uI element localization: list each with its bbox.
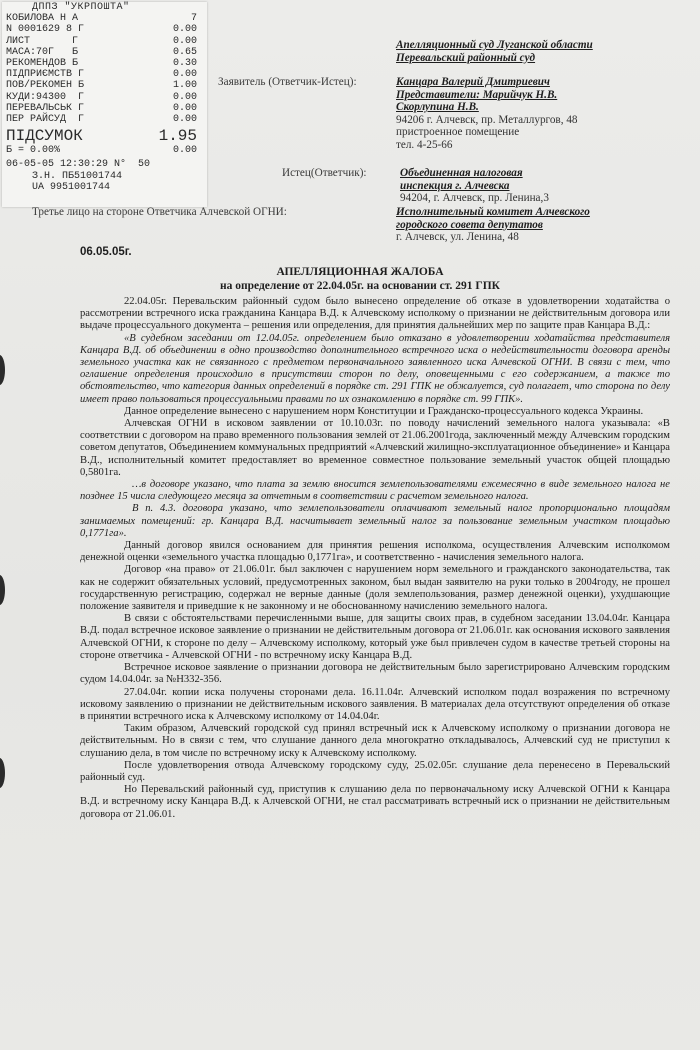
body-paragraph: Алчевская ОГНИ в исковом заявлении от 10.10.03г. по поводу начислений земельного налога указывала: «В соответствии с договором на право временного пользования землей от 21.06.2001года, заключенный между Алчевским городским советом депутатов, Объединением коммунальных предприятий «Алчевский жилищно-эксплуатационное объединение» и Канцара В.Д., исполнительный комитет предоставляет во временное совместное пользование земельный участок общей площадью 0,5801га. <box>80 418 670 478</box>
receipt-line-item: ПЕРЕВАЛЬСЬК Г <box>6 102 85 114</box>
body-paragraph: В связи с обстоятельствами перечисленными выше, для защиты своих прав, в судебном заседании 13.04.04г. Канцара В.Д. подал встречное исковое заявление о признании не действительным договора от 21.06.01г. как основания искового заявления Алчевской ОГНИ, к стороне по делу – Алчевскому исполкому, который уже был привлечен судом в качестве третьей стороны на стороне ответчика - Алчевской ОГНИ - по встречному иску Канцара В.Д. <box>80 613 670 661</box>
receipt-vat: Б = 0.00% <box>6 145 61 157</box>
applicant-name: Канцара Валерий Дмитриевич <box>396 76 550 88</box>
receipt-line-amount: 0.00 <box>172 35 197 47</box>
receipt-line-amount: 0.00 <box>172 24 197 36</box>
plaintiff-label: Истец(Ответчик): <box>282 167 367 179</box>
body-paragraph: После удовлетворения отвода Алчевскому городскому суду, 25.02.05г. слушание дела перенесено в Перевальский районный суд. <box>80 759 670 783</box>
receipt-line-item: РЕКОМЕНДОВ Б <box>6 58 79 70</box>
court-line2: Перевальский районный суд <box>396 51 536 64</box>
receipt-line <box>2 80 207 91</box>
receipt-line-amount: 0.30 <box>172 58 197 70</box>
receipt-total <box>2 125 207 145</box>
representatives: Представители: Марийчук Н.В. <box>396 88 558 101</box>
plaintiff-block <box>400 167 549 205</box>
receipt-line <box>2 24 207 35</box>
third-party-name1: Исполнительный комитет Алчевского <box>396 206 590 218</box>
applicant-block <box>396 76 578 152</box>
third-party-name2: городского совета депутатов <box>396 218 543 231</box>
representative2: Скорлупина Н.В. <box>396 101 479 114</box>
plaintiff-address: 94204, г. Алчевск, пр. Ленина,3 <box>400 192 549 205</box>
document-date: 06.05.05г. <box>80 246 132 258</box>
receipt-header: ДППЗ "УКРПОШТА" <box>32 2 130 13</box>
court-line1: Апелляционный суд Луганской области <box>396 39 593 51</box>
receipt-line-item: МАСА:70Г Б <box>6 46 79 58</box>
receipt-vat-value: 0.00 <box>172 145 197 157</box>
receipt-total-value: 1.95 <box>158 127 197 146</box>
punch-hole <box>0 758 5 788</box>
receipt-line <box>2 92 207 103</box>
receipt-name: КОБИЛОВА Н А <box>6 13 79 25</box>
body-paragraph: «В судебном заседании от 12.04.05г. определением было отказано в удовлетворении ходатайства представителя Канцара В.Д. об объединении в одно производство дополнительного встречного иска о недействительности договора аренды земельного участка как не связанного с предметом первоначального заявленного иска Алчевской ОГНИ. В связи с тем, что оглашение определения происходило в присутствии сторон по делу, оповещенными с его содержанием, а также то обстоятельство, что категория данных определений в порядке ст. 291 ГПК не обжалуется, суд полагает, что сторона по делу имеет право пользоваться процессуальными правами по их ознакомлению в порядке ст. 99 ГПК». <box>80 332 670 405</box>
third-party-label: Третье лицо на стороне Ответчика Алчевской ОГНИ: <box>32 206 287 218</box>
receipt-total-label: ПІДСУМОК <box>6 127 83 146</box>
body-paragraph: Таким образом, Алчевский городской суд принял встречный иск к Алчевскому исполкому о признании договора не действительным. Но в связи с тем, что слушание данного дела многократно откладывалось, Алчевский суд не приступил к слушанию дела, в том числе по встречному иску к Алчевскому исполкому. <box>80 723 670 759</box>
receipt-line-item: N 0001629 8 Г <box>6 24 85 36</box>
third-party-address: г. Алчевск, ул. Ленина, 48 <box>396 231 519 244</box>
receipt-name-line <box>2 13 207 24</box>
receipt-code1: З.Н. ПБ51001744 <box>32 170 123 182</box>
body-paragraph: Договор «на право» от 21.06.01г. был заключен с нарушением норм земельного и гражданского законодательства, так как не содержит обязательных условий, предусмотренных законом, был выдан заявителю на руки только в 2004году, не прошел государственную регистрацию, содержал не верные данные (доля землепользования, размер денежной оценки), ухудшающие положение заявителя и приведшие к не законному и не обоснованному начислению земельного налога. <box>80 564 670 613</box>
body-paragraph: Но Перевальский районный суд, приступив к слушанию дела по первоначальному иску Алчевской ОГНИ к Канцара В.Д. и встречному иску Канцара В.Д. к Алчевской ОГНИ, не стал рассматривать встречный иск о признании не действительным договора от 21.06.01. <box>80 784 670 820</box>
receipt-line <box>2 114 207 125</box>
complaint-body <box>80 296 670 821</box>
receipt-line <box>2 58 207 69</box>
receipt-line-item: ПІДПРИЄМСТВ Г <box>6 69 85 81</box>
applicant-address2: пристроенное помещение <box>396 126 520 139</box>
receipt-datetime: 06-05-05 12:30:29 N° 50 <box>6 159 151 171</box>
receipt-line-amount: 0.00 <box>172 102 197 114</box>
body-paragraph: Данное определение вынесено с нарушением норм Конституции и Гражданско-процессуального кодекса Украины. <box>124 405 644 417</box>
receipt-line-amount: 0.00 <box>172 69 197 81</box>
postal-receipt <box>2 2 207 207</box>
body-paragraph: Встречное исковое заявление о признании договора не действительным было зарегистрировано Алчевским городским судом 14.04.04г. за №Н332-356. <box>80 662 670 686</box>
body-paragraph: Данный договор явился основанием для принятия решения исполкома, осуществления Алчевским исполкомом денежной оценки «земельного участка площадью 0,1771га», и соответственно - начисления земельного налога. <box>80 540 670 564</box>
applicant-phone: тел. 4-25-66 <box>396 138 453 151</box>
receipt-lines <box>2 24 207 125</box>
receipt-line-item: ПОВ/РЕКОМЕН Б <box>6 80 85 92</box>
receipt-line-amount: 0.65 <box>172 46 197 58</box>
third-party-block <box>396 206 590 244</box>
receipt-line <box>2 36 207 47</box>
receipt-line <box>2 103 207 114</box>
punch-hole <box>0 575 5 605</box>
body-paragraph: 22.04.05г. Перевальским районный судом было вынесено определение об отказе в удовлетворении ходатайства о рассмотрении встречного иска гражданина Канцара В.Д. к Алчевскому исполкому о признании не действительным договора или выдаче процессуального документа – решения или определения, для принятия дальнейших мер по защите прав Канцара В.Д.: <box>80 296 670 332</box>
receipt-line-amount: 0.00 <box>172 114 197 126</box>
body-paragraph: …в договоре указано, что плата за землю вносится землепользователями ежемесячно в виде земельного налога не позднее 15 числа следующего месяца за отчетным в соответствии с расчетом земельного налога. <box>80 479 670 503</box>
document-subtitle: на определение от 22.04.05г. на основании ст. 291 ГПК <box>219 280 500 292</box>
receipt-name-code: 7 <box>190 13 197 25</box>
applicant-address1: 94206 г. Алчевск, пр. Металлургов, 48 <box>396 113 578 126</box>
body-paragraph: В п. 4.3. договора указано, что землепользователи оплачивают земельный налог пропорционально площадям занимаемых помещений: гр. Канцара В.Д. насчитывает земельный налог за пользование земельным участком площадью 0,1771га». <box>80 503 670 539</box>
court-addressee <box>396 39 593 64</box>
receipt-line-item: ЛИСТ Г <box>6 35 79 47</box>
receipt-vat-line <box>2 145 207 156</box>
receipt-line <box>2 69 207 80</box>
punch-hole <box>0 355 5 385</box>
receipt-line-amount: 0.00 <box>172 91 197 103</box>
document-title: АПЕЛЛЯЦИОННАЯ ЖАЛОБА <box>276 266 444 278</box>
body-paragraph: 27.04.04г. копии иска получены сторонами дела. 16.11.04г. Алчевский исполком подал возражения по встречному исковому заявлению о признании не действительным искового заявления. В материалах дела отсутствуют определения об отказе в принятии встречного иска к Алчевскому исполкому от 14.04.04г. <box>80 686 670 722</box>
receipt-line-item: ПЕР РАЙСУД Г <box>6 114 85 126</box>
plaintiff-name1: Объединенная налоговая <box>400 167 523 179</box>
receipt-code2: UA 9951001744 <box>32 181 111 193</box>
receipt-line <box>2 47 207 58</box>
applicant-label: Заявитель (Ответчик-Истец): <box>218 76 357 88</box>
receipt-line-item: КУДИ:94300 Г <box>6 91 85 103</box>
plaintiff-name2: инспекция г. Алчевска <box>400 179 510 192</box>
receipt-line-amount: 1.00 <box>172 80 197 92</box>
